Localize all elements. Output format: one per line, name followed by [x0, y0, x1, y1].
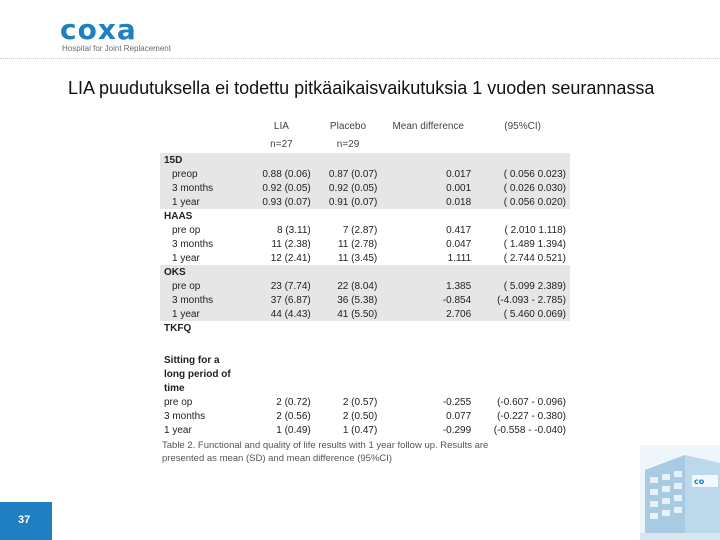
row-label-cell: 3 months	[160, 237, 248, 251]
section-lia-cell	[248, 321, 315, 335]
table-row	[160, 279, 570, 293]
row-label-cell: 3 months	[160, 409, 248, 423]
subtitle-lia-cell	[248, 381, 315, 395]
logo-wordmark: coxa	[60, 13, 137, 46]
hospital-building-image	[640, 445, 720, 540]
ci-cell: ( 5.460 0.069)	[475, 307, 570, 321]
section-lia-cell	[248, 209, 315, 223]
lia-cell: 0.92 (0.05)	[248, 181, 315, 195]
row-label-cell: pre op	[160, 279, 248, 293]
ci-cell: ( 0.026 0.030)	[475, 181, 570, 195]
ci-cell: ( 2.010 1.118)	[475, 223, 570, 237]
row-label-cell: pre op	[160, 223, 248, 237]
subtitle-row-label-cell: Sitting for a	[160, 353, 248, 367]
placebo-cell: 0.92 (0.05)	[315, 181, 382, 195]
subtitle-row-label-cell: long period of	[160, 367, 248, 381]
subtitle-placebo-cell	[315, 367, 382, 381]
section-header-row	[160, 321, 570, 335]
section-placebo-cell	[315, 265, 382, 279]
table-caption: Table 2. Functional and quality of life results with 1 year follow up. Results are presented as mean (SD) and mean difference (95%CI)	[162, 440, 489, 464]
svg-text:co: co	[694, 477, 705, 486]
header-row-label-cell	[160, 117, 248, 135]
spacer-placebo-cell	[315, 335, 382, 353]
lia-cell: 44 (4.43)	[248, 307, 315, 321]
placebo-cell: 1 (0.47)	[315, 423, 382, 437]
results-table-area	[160, 117, 570, 437]
table-row	[160, 423, 570, 437]
header-divider	[0, 58, 720, 59]
header-lia-cell: LIA	[248, 117, 315, 135]
section-header-row	[160, 265, 570, 279]
ci-cell: (-0.227 - 0.380)	[475, 409, 570, 423]
row-label-cell: pre op	[160, 395, 248, 409]
section-placebo-cell	[315, 209, 382, 223]
lia-cell: 2 (0.56)	[248, 409, 315, 423]
mean-diff-cell: 0.001	[381, 181, 475, 195]
subtitle-placebo-cell	[315, 381, 382, 395]
table-row	[160, 251, 570, 265]
placebo-cell: 11 (2.78)	[315, 237, 382, 251]
placebo-cell: 36 (5.38)	[315, 293, 382, 307]
placebo-cell: 0.91 (0.07)	[315, 195, 382, 209]
section-placebo-cell	[315, 321, 382, 335]
subtitle-ci-cell	[475, 381, 570, 395]
mean-diff-cell: 0.018	[381, 195, 475, 209]
subtitle-mean-diff-cell	[381, 381, 475, 395]
subtitle-mean-diff-cell	[381, 367, 475, 381]
subheader-ci-cell	[475, 135, 570, 153]
subheader-mean-diff-cell	[381, 135, 475, 153]
ci-cell: ( 0.056 0.020)	[475, 195, 570, 209]
row-label-cell: 1 year	[160, 251, 248, 265]
section-lia-cell	[248, 153, 315, 167]
section-row-label-cell: HAAS	[160, 209, 248, 223]
placebo-cell: 2 (0.57)	[315, 395, 382, 409]
subtitle-row	[160, 353, 570, 367]
placebo-cell: 11 (3.45)	[315, 251, 382, 265]
section-ci-cell	[475, 153, 570, 167]
ci-cell: (-0.558 - -0.040)	[475, 423, 570, 437]
spacer-row	[160, 335, 570, 353]
lia-cell: 37 (6.87)	[248, 293, 315, 307]
subtitle-row	[160, 381, 570, 395]
section-ci-cell	[475, 209, 570, 223]
mean-diff-cell: 0.417	[381, 223, 475, 237]
row-label-cell: preop	[160, 167, 248, 181]
ci-cell: ( 2.744 0.521)	[475, 251, 570, 265]
placebo-cell: 7 (2.87)	[315, 223, 382, 237]
mean-diff-cell: 1.111	[381, 251, 475, 265]
ci-cell: ( 1.489 1.394)	[475, 237, 570, 251]
subtitle-row-label-cell: time	[160, 381, 248, 395]
mean-diff-cell: 0.017	[381, 167, 475, 181]
section-ci-cell	[475, 265, 570, 279]
section-ci-cell	[475, 321, 570, 335]
section-lia-cell	[248, 265, 315, 279]
table-row	[160, 167, 570, 181]
placebo-cell: 41 (5.50)	[315, 307, 382, 321]
subheader-placebo-cell: n=29	[315, 135, 382, 153]
page-number: 37	[18, 514, 31, 526]
mean-diff-cell: 2.706	[381, 307, 475, 321]
mean-diff-cell: 0.077	[381, 409, 475, 423]
subtitle-ci-cell	[475, 353, 570, 367]
lia-cell: 23 (7.74)	[248, 279, 315, 293]
header-placebo-cell: Placebo	[315, 117, 382, 135]
section-header-row	[160, 209, 570, 223]
table-header-row	[160, 117, 570, 135]
placebo-cell: 2 (0.50)	[315, 409, 382, 423]
placebo-cell: 22 (8.04)	[315, 279, 382, 293]
section-row-label-cell: OKS	[160, 265, 248, 279]
subtitle-mean-diff-cell	[381, 353, 475, 367]
ci-cell: ( 0.056 0.023)	[475, 167, 570, 181]
placebo-cell: 0.87 (0.07)	[315, 167, 382, 181]
subtitle-lia-cell	[248, 367, 315, 381]
mean-diff-cell: -0.299	[381, 423, 475, 437]
table-row	[160, 307, 570, 321]
section-mean-diff-cell	[381, 265, 475, 279]
section-mean-diff-cell	[381, 321, 475, 335]
header-mean-diff-cell: Mean difference	[381, 117, 475, 135]
row-label-cell: 1 year	[160, 307, 248, 321]
row-label-cell: 3 months	[160, 181, 248, 195]
lia-cell: 11 (2.38)	[248, 237, 315, 251]
table-row	[160, 409, 570, 423]
ci-cell: ( 5.099 2.389)	[475, 279, 570, 293]
section-header-row	[160, 153, 570, 167]
table-row	[160, 293, 570, 307]
spacer-ci-cell	[475, 335, 570, 353]
section-row-label-cell: 15D	[160, 153, 248, 167]
spacer-lia-cell	[248, 335, 315, 353]
lia-cell: 12 (2.41)	[248, 251, 315, 265]
spacer-row-label-cell	[160, 335, 248, 353]
ci-cell: (-0.607 - 0.096)	[475, 395, 570, 409]
subheader-lia-cell: n=27	[248, 135, 315, 153]
subtitle-lia-cell	[248, 353, 315, 367]
table-row	[160, 223, 570, 237]
subtitle-row	[160, 367, 570, 381]
table-row	[160, 395, 570, 409]
table-row	[160, 181, 570, 195]
header-ci-cell: (95%CI)	[475, 117, 570, 135]
section-mean-diff-cell	[381, 153, 475, 167]
subtitle-placebo-cell	[315, 353, 382, 367]
table-row	[160, 195, 570, 209]
subtitle-ci-cell	[475, 367, 570, 381]
section-row-label-cell: TKFQ	[160, 321, 248, 335]
mean-diff-cell: 0.047	[381, 237, 475, 251]
row-label-cell: 3 months	[160, 293, 248, 307]
section-placebo-cell	[315, 153, 382, 167]
mean-diff-cell: 1.385	[381, 279, 475, 293]
lia-cell: 2 (0.72)	[248, 395, 315, 409]
row-label-cell: 1 year	[160, 195, 248, 209]
subheader-row-label-cell	[160, 135, 248, 153]
lia-cell: 0.88 (0.06)	[248, 167, 315, 181]
lia-cell: 1 (0.49)	[248, 423, 315, 437]
slide-title: LIA puudutuksella ei todettu pitkäaikaisvaikutuksia 1 vuoden seurannassa	[68, 78, 655, 98]
logo-tagline: Hospital for Joint Replacement	[62, 44, 171, 53]
page-number-badge	[0, 502, 52, 540]
table-row	[160, 237, 570, 251]
mean-diff-cell: -0.854	[381, 293, 475, 307]
section-mean-diff-cell	[381, 209, 475, 223]
coxa-logo	[60, 13, 220, 56]
table-subheader-row	[160, 135, 570, 153]
ci-cell: (-4.093 - 2.785)	[475, 293, 570, 307]
spacer-mean-diff-cell	[381, 335, 475, 353]
results-table	[160, 117, 570, 437]
row-label-cell: 1 year	[160, 423, 248, 437]
lia-cell: 0.93 (0.07)	[248, 195, 315, 209]
lia-cell: 8 (3.11)	[248, 223, 315, 237]
mean-diff-cell: -0.255	[381, 395, 475, 409]
